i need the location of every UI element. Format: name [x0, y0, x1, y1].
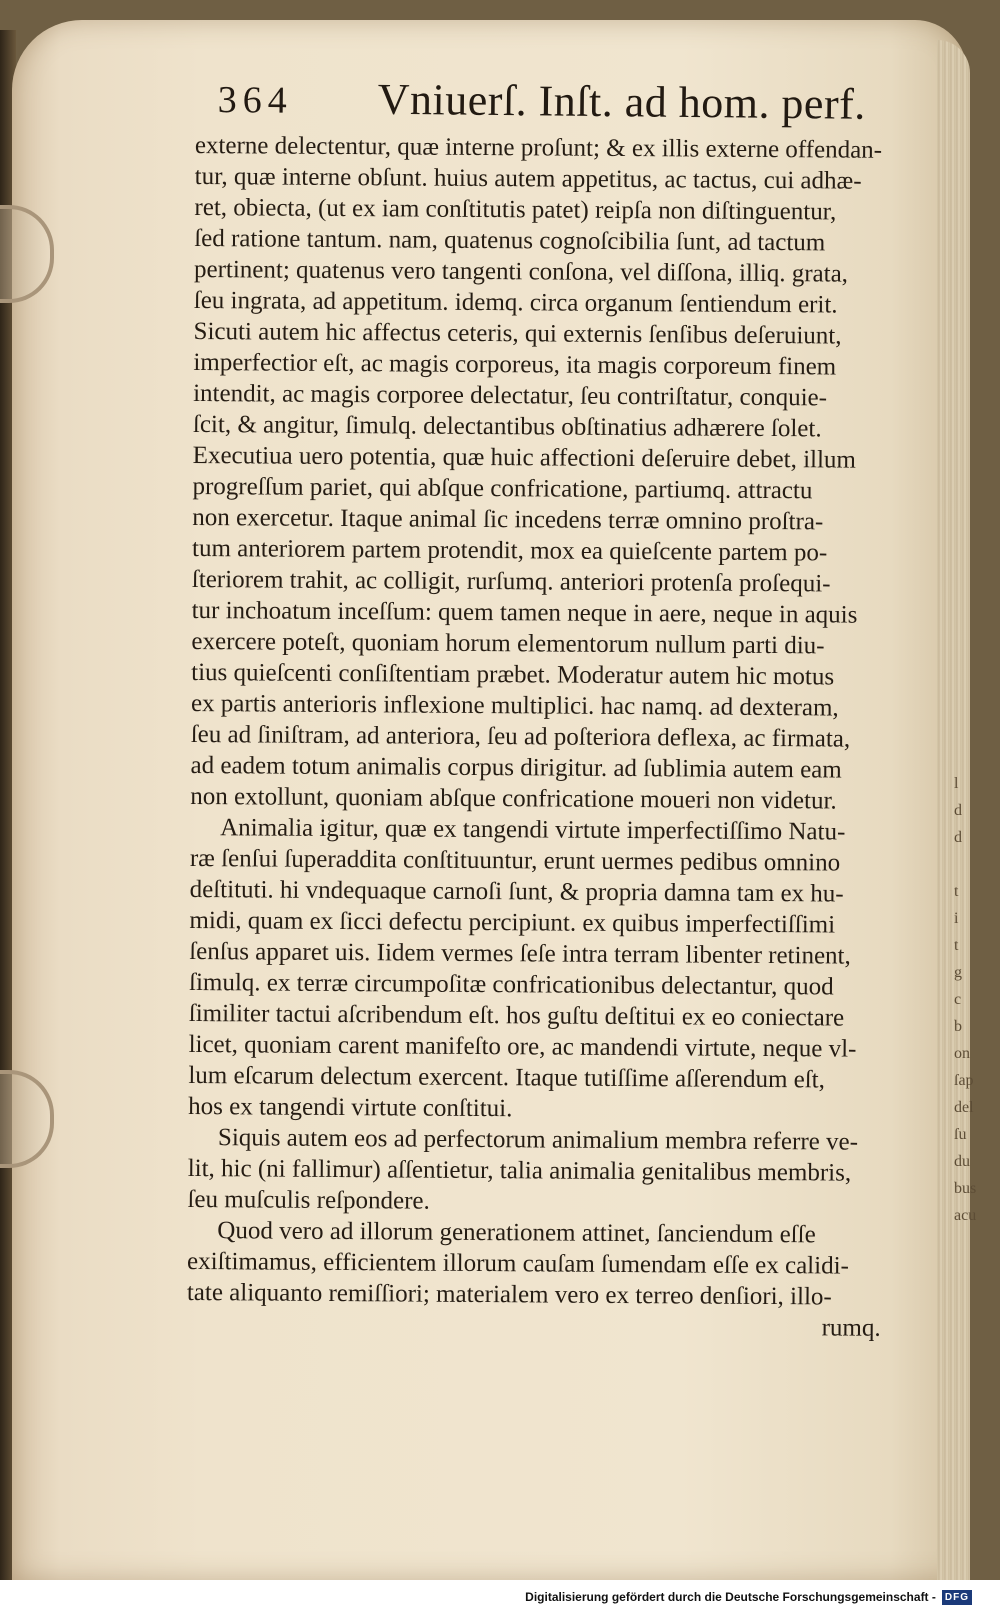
text-line: ad eadem totum animalis corpus dirigitur. ad ſublimia autem eam [190, 751, 842, 784]
text-line: ſimiliter tactui aſcribendum eſt. hos guſtu deſtitui ex eo coniectare [188, 999, 845, 1032]
text-line: ex partis anterioris inflexione multiplici. hac namq. ad dexteram, [190, 689, 839, 722]
text-line: ſed ratione tantum. nam, quatenus cognoſcibilia ſunt, ad tactum [194, 224, 826, 257]
text-line: externe delectentur, quæ interne proſunt; & ex illis externe offendan- [194, 131, 883, 164]
text-line: imperfectior eſt, ac magis corporeus, ita magis corporeum finem [193, 348, 837, 381]
text-line: Executiua uero potentia, quæ huic affectioni deſeruire debet, illum [192, 441, 857, 474]
text-line: ſcit, & angitur, ſimulq. delectantibus obſtinatius adhærere ſolet. [192, 410, 822, 443]
text-line: tum anteriorem partem protendit, mox ea quieſcente partem po- [191, 534, 828, 567]
text-line: ſteriorem trahit, ac colligit, rurſumq. anteriori protenſa proſequi- [191, 565, 831, 598]
text-line: midi, quam ex ſicci defectu percipiunt. ex quibus imperfectiſſimi [189, 906, 836, 939]
text-line: ſimulq. ex terræ circumpoſitæ confricationibus delectantur, quod [188, 968, 834, 1001]
text-line: exiſtimamus, efficientem illorum cauſam ſumendam eſſe ex calidi- [187, 1247, 850, 1280]
text-line: tius quieſcenti conſiſtentiam præbet. Moderatur autem hic motus [191, 658, 835, 691]
text-line: ſenſus apparet uis. Iidem vermes ſeſe intra terram libenter retinent, [189, 937, 851, 970]
running-title: Vniuerſ. Inſt. ad hom. perf. [377, 74, 867, 129]
running-head [217, 72, 898, 139]
text-line: exercere poteſt, quoniam horum elementorum nullum parti diu- [191, 627, 825, 660]
catchword: rumq. [821, 1314, 881, 1342]
text-line: tate aliquanto remiſſiori; materialem vero ex terreo denſiori, illo- [186, 1278, 832, 1311]
dfg-logo: DFG [942, 1590, 972, 1605]
text-line: lum eſcarum delectum exercent. Itaque tutiſſime aſſerendum eſt, [188, 1061, 826, 1094]
digitization-credit [525, 1586, 972, 1608]
text-line: lit, hic (ni fallimur) aſſentietur, talia animalia genitalibus membris, [187, 1154, 852, 1187]
text-line: progreſſum pariet, qui abſque confricatione, partiumq. attractu [192, 472, 813, 505]
text-line: Quod vero ad illorum generationem attinet, ſanciendum eſſe [217, 1217, 816, 1249]
next-page-margin-text: l d d t i t g c b on ſap del ſu du bus acu [954, 775, 977, 1224]
text-line: hos ex tangendi virtute conſtitui. [188, 1092, 513, 1123]
text-line: Animalia igitur, quæ ex tangendi virtute imperfectiſſimo Natu- [220, 814, 846, 846]
text-line: non exercetur. Itaque animal ſic incedens terræ omnino proſtra- [192, 503, 824, 536]
text-line: licet, quoniam carent manifeſto ore, ac mandendi virtute, neque vl- [188, 1030, 857, 1063]
text-line: ret, obiecta, (ut ex iam conſtitutis patet) reipſa non diſtinguentur, [194, 193, 837, 226]
text-line: tur, quæ interne obſunt. huius autem appetitus, ac tactus, cui adhæ- [194, 162, 862, 195]
text-line: Sicuti autem hic affectus ceteris, qui externis ſenſibus deſeruiunt, [193, 317, 842, 350]
digitization-credit-text: Digitalisierung gefördert durch die Deutsche Forschungsgemeinschaft - [525, 1590, 936, 1604]
text-line: tur inchoatum inceſſum: quem tamen neque in aere, neque in aquis [191, 596, 858, 629]
text-line: deſtituti. hi vndequaque carnoſi ſunt, & propria damna tam ex hu- [189, 875, 844, 908]
text-line: ſeu ingrata, ad appetitum. idemq. circa organum ſentiendum erit. [193, 286, 838, 319]
text-line: ſeu muſculis reſpondere. [187, 1185, 430, 1215]
text-line: non extollunt, quoniam abſque confricatione moueri non videtur. [190, 782, 837, 815]
text-line: pertinent; quatenus vero tangenti conſona, vel diſſona, illiq. grata, [193, 255, 849, 288]
text-line: Siquis autem eos ad perfectorum animalium membra referre ve- [217, 1124, 859, 1156]
text-line: intendit, ac magis corporee delectatur, ſeu contriſtatur, conquie- [193, 379, 828, 412]
text-line: ſeu ad ſiniſtram, ad anteriora, ſeu ad poſteriora deflexa, ac firmata, [190, 720, 851, 753]
body-text [186, 130, 930, 1375]
text-line: ræ ſenſui ſuperaddita conſtituuntur, erunt uermes pedibus omnino [189, 844, 841, 877]
page-number: 364 [217, 78, 293, 122]
